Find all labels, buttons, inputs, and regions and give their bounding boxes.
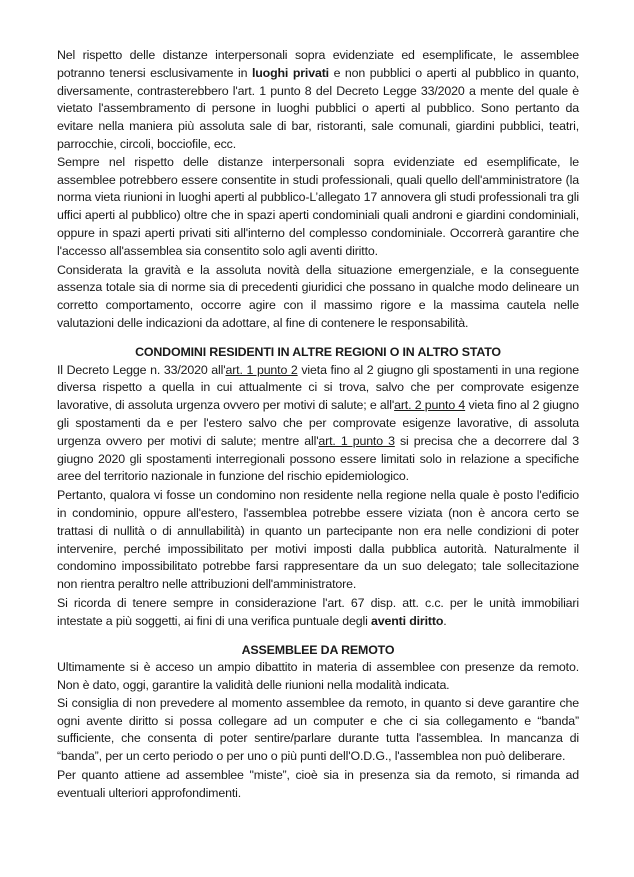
paragraph-consiglio: Si consiglia di non prevedere al momento assemblee da remoto, in quanto si deve garantire che ogni avente diritto si possa collegare ad un computer e che ci sia collegamento e “banda” sufficiente, che consenta di poter sentire/parlare durante tutta l'assemblea. In mancanza di “banda”, per un certo periodo o per uno o più punti dell'O.D.G., l'assemblea non può deliberare. bbox=[57, 695, 579, 764]
paragraph-art-67: Si ricorda di tenere sempre in considerazione l'art. 67 disp. att. c.c. per le unità immobiliari intestate a più soggetti, ai fini di una verifica puntuale degli aventi diritto. bbox=[57, 595, 579, 628]
link-art-1-punto-3: art. 1 punto 3 bbox=[318, 433, 395, 448]
paragraph-pertanto: Pertanto, qualora vi fosse un condomino non residente nella regione nella quale è posto l'edificio in condominio, oppure all'estero, l'assemblea potrebbe essere viziata (non è ancora certo se trattasi di nullità o di annullabilità) in quanto un partecipante non era nelle condizioni di poter intervenire, perché impossibilitato per motivi imposti dalla pubblica autorità. Naturalmente il condomino impossibilitato potrebbe farsi rappresentare da un suo delegato; tale sollecitazione non rientra peraltro nelle attribuzioni dell'amministratore. bbox=[57, 488, 579, 592]
document-page bbox=[57, 47, 579, 803]
link-art-1-punto-2: art. 1 punto 2 bbox=[225, 362, 298, 377]
spacer bbox=[57, 333, 579, 344]
bold-luoghi-privati: luoghi privati bbox=[251, 65, 329, 80]
paragraph-dibattito: Ultimamente si è acceso un ampio dibattito in materia di assemblee con presenze da remoto. Non è dato, oggi, garantire la validità delle riunioni nella modalità indicata. bbox=[57, 660, 579, 693]
paragraph-assemblee-miste: Per quanto attiene ad assemblee "miste”, cioè sia in presenza sia da remoto, si rimanda ad eventuali ulteriori approfondimenti. bbox=[57, 768, 579, 800]
paragraph-decreto-legge: Il Decreto Legge n. 33/2020 all'art. 1 punto 2 vieta fino al 2 giugno gli spostamenti in una regione diversa rispetto a quella in cui attualmente ci si trova, salvo che per comprovate esigenze lavorative, di assoluta urgenza ovvero per motivi di salute; e all'art. 2 punto 4 vieta fino al 2 giugno gli spostamenti da e per l'estero salvo che per comprovate esigenze lavorative, di assoluta urgenza ovvero per motivi di salute; mentre all'art. 1 punto 3 si precisa che a decorrere dal 3 giugno 2020 gli spostamenti interregionali possono essere limitati solo in relazione a specifiche aree del territorio nazionale in funzione del rischio epidemiologico. bbox=[57, 362, 580, 484]
paragraph-studi-professionali: Sempre nel rispetto delle distanze interpersonali sopra evidenziate ed esemplificate, le assemblee potrebbero essere consentite in studi professionali, quali quello dell'amministratore (la norma vieta riunioni in luoghi aperti al pubblico-L’allegato 17 annovera gli studi professionali tra gli uffici aperti al pubblico) oltre che in spazi aperti condominiali quali androni e giardini condominiali, oppure in spazi aperti privati siti all'interno del complesso condominiale. Occorrerà garantire che l'accesso all'assemblea sia consentito solo agli aventi diritto. bbox=[57, 154, 579, 258]
paragraph-gravita: Considerata la gravità e la assoluta novità della situazione emergenziale, e la conseguente assenza totale sia di norme sia di precedenti giuridici che possano in qualche modo delineare un corretto comportamento, occorre agire con il massimo rigore e la massima cautela nelle valutazioni delle indicazioni da adottare, al fine di contenere le responsabilità. bbox=[57, 262, 579, 330]
heading-condomini-residenti: CONDOMINI RESIDENTI IN ALTRE REGIONI O IN ALTRO STATO bbox=[135, 344, 501, 359]
heading-assemblee-da-remoto: ASSEMBLEE DA REMOTO bbox=[241, 642, 395, 657]
bold-aventi-diritto: aventi diritto bbox=[371, 613, 444, 628]
spacer bbox=[57, 631, 579, 642]
link-art-2-punto-4: art. 2 punto 4 bbox=[394, 398, 466, 413]
paragraph-luoghi-privati: Nel rispetto delle distanze interpersonali sopra evidenziate ed esemplificate, le assemblee potranno tenersi esclusivamente in luoghi privati e non pubblici o aperti al pubblico in quanto, diversamente, contrasterebbero l'art. 1 punto 8 del Decreto Legge 33/2020 a mente del quale è vietato l'assembramento di persone in luoghi pubblici o aperti al pubblico. Sono pertanto da evitare nella maniera più assoluta sale di bar, ristoranti, sale comunali, giardini pubblici, teatri, parrocchie, circoli, bocciofile, ecc. bbox=[57, 48, 580, 151]
